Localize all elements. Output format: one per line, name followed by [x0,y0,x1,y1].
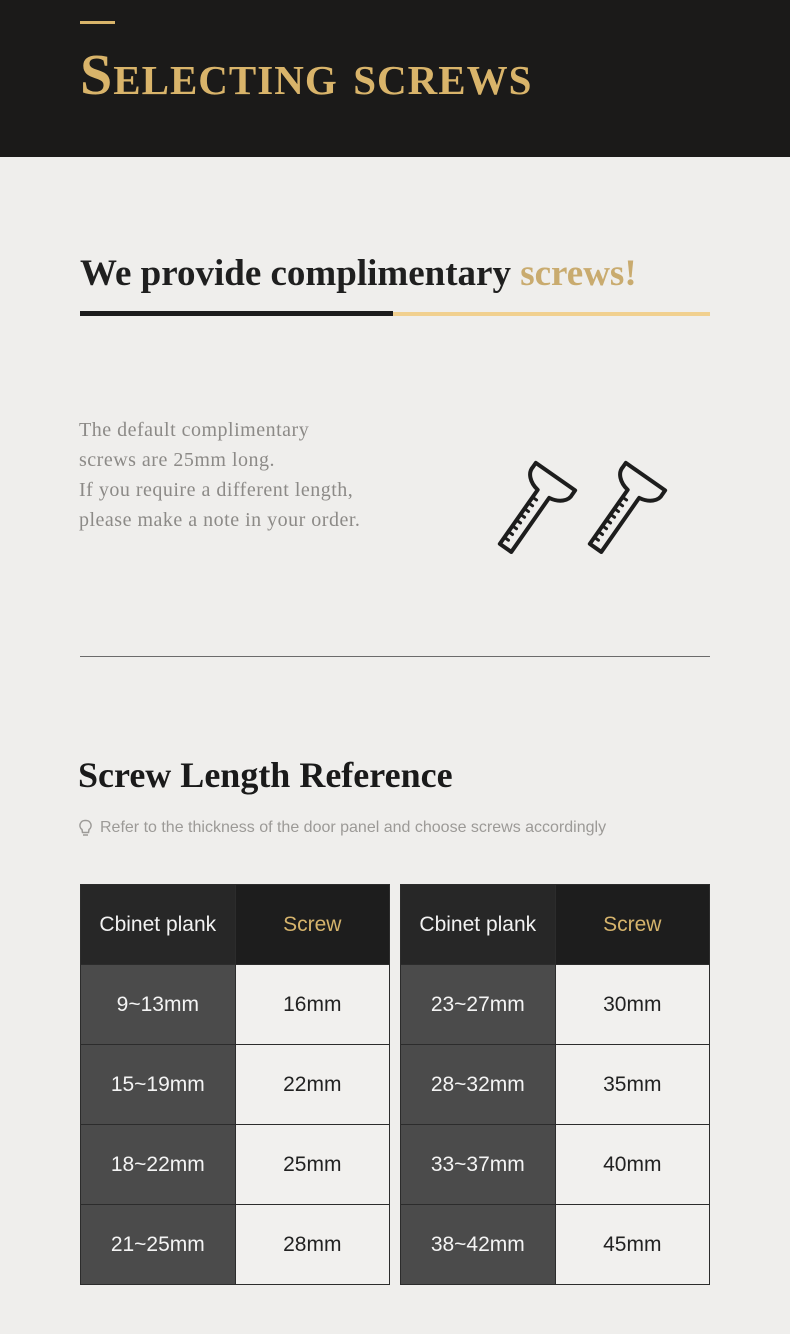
intro-description [79,415,479,535]
header-banner [0,0,790,157]
column-header-screw: Screw [235,885,389,965]
heading-rule-gold [393,312,710,316]
table-row [81,965,390,1045]
screw-cell: 40mm [555,1125,709,1205]
screw-cell: 16mm [235,965,389,1045]
description-line: If you require a different length, [79,479,354,501]
section-divider [80,656,710,657]
table-row [401,1125,710,1205]
plank-cell: 28~32mm [401,1045,556,1125]
screw-icon [495,463,575,555]
screw-icon [576,463,665,555]
screws-illustration [495,405,715,555]
table-row [401,1045,710,1125]
table-row [81,1205,390,1285]
table-row [401,965,710,1045]
screw-cell: 45mm [555,1205,709,1285]
plank-cell: 33~37mm [401,1125,556,1205]
screw-table-left [80,884,390,1285]
description-line: screws are 25mm long. [79,449,276,471]
plank-cell: 38~42mm [401,1205,556,1285]
intro-heading [80,250,637,298]
screw-cell: 35mm [555,1045,709,1125]
intro-heading-gold: screws! [520,253,637,294]
screw-cell: 28mm [235,1205,389,1285]
table-row [81,1045,390,1125]
screw-cell: 30mm [555,965,709,1045]
reference-title: Screw Length Reference [78,755,453,795]
page-title: Selecting screws [80,42,533,107]
header-accent-bar [80,21,115,24]
screw-cell: 22mm [235,1045,389,1125]
plank-cell: 18~22mm [81,1125,236,1205]
description-line: please make a note in your order. [79,509,361,531]
screw-cell: 25mm [235,1125,389,1205]
plank-cell: 15~19mm [81,1045,236,1125]
intro-heading-dark: We provide complimentary [80,253,521,294]
table-row [81,1125,390,1205]
column-header-plank: Cbinet plank [81,885,236,965]
plank-cell: 9~13mm [81,965,236,1045]
plank-cell: 21~25mm [81,1205,236,1285]
column-header-plank: Cbinet plank [401,885,556,965]
description-line: The default complimentary [79,419,310,441]
tip-text: Refer to the thickness of the door panel and choose screws accordingly [100,819,607,836]
screw-table-right [400,884,710,1285]
lightbulb-icon [79,819,92,838]
table-row [401,1205,710,1285]
plank-cell: 23~27mm [401,965,556,1045]
reference-tip [79,816,606,840]
table-header-row [81,885,390,965]
table-header-row [401,885,710,965]
column-header-screw: Screw [555,885,709,965]
heading-rule-dark [80,311,393,316]
